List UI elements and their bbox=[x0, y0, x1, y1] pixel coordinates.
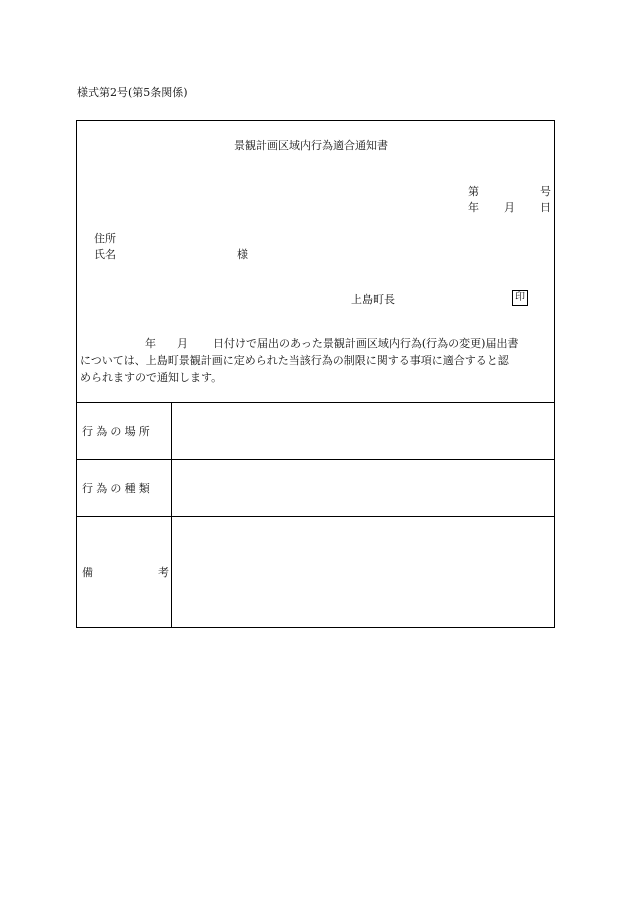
body-text-line-2: については、上島町景観計画に定められた当該行為の制限に関する事項に適合すると認 bbox=[80, 354, 509, 367]
recipient-name-label: 氏名 bbox=[94, 248, 116, 261]
body-month-label: 月 bbox=[177, 337, 188, 350]
date-year-label: 年 bbox=[468, 201, 479, 214]
table-row-type-label: 行為の種類 bbox=[82, 482, 153, 495]
table-row-remarks-label-b: 考 bbox=[158, 566, 169, 579]
seal-mark: 印 bbox=[512, 290, 528, 306]
document-title: 景観計画区域内行為適合通知書 bbox=[234, 139, 388, 152]
body-text-line-3: められますので通知します。 bbox=[80, 371, 223, 384]
divider-row2-row3 bbox=[77, 516, 554, 517]
date-month-label: 月 bbox=[504, 201, 515, 214]
issuer-name: 上島町長 bbox=[351, 293, 395, 306]
document-number-dai: 第 bbox=[468, 185, 479, 198]
divider-row1-row2 bbox=[77, 459, 554, 460]
body-year-label: 年 bbox=[145, 337, 156, 350]
table-column-divider bbox=[171, 402, 172, 628]
divider-body-table bbox=[77, 402, 554, 403]
table-row-remarks-label-a: 備 bbox=[82, 566, 93, 579]
form-number-label: 様式第2号(第5条関係) bbox=[77, 86, 188, 99]
recipient-honorific: 様 bbox=[237, 248, 248, 261]
recipient-address-label: 住所 bbox=[94, 232, 116, 245]
body-text-line-1: 日付けで届出のあった景観計画区域内行為(行為の変更)届出書 bbox=[213, 337, 519, 350]
date-day-label: 日 bbox=[540, 201, 551, 214]
document-number-go: 号 bbox=[540, 185, 551, 198]
table-row-location-label: 行為の場所 bbox=[82, 425, 153, 438]
